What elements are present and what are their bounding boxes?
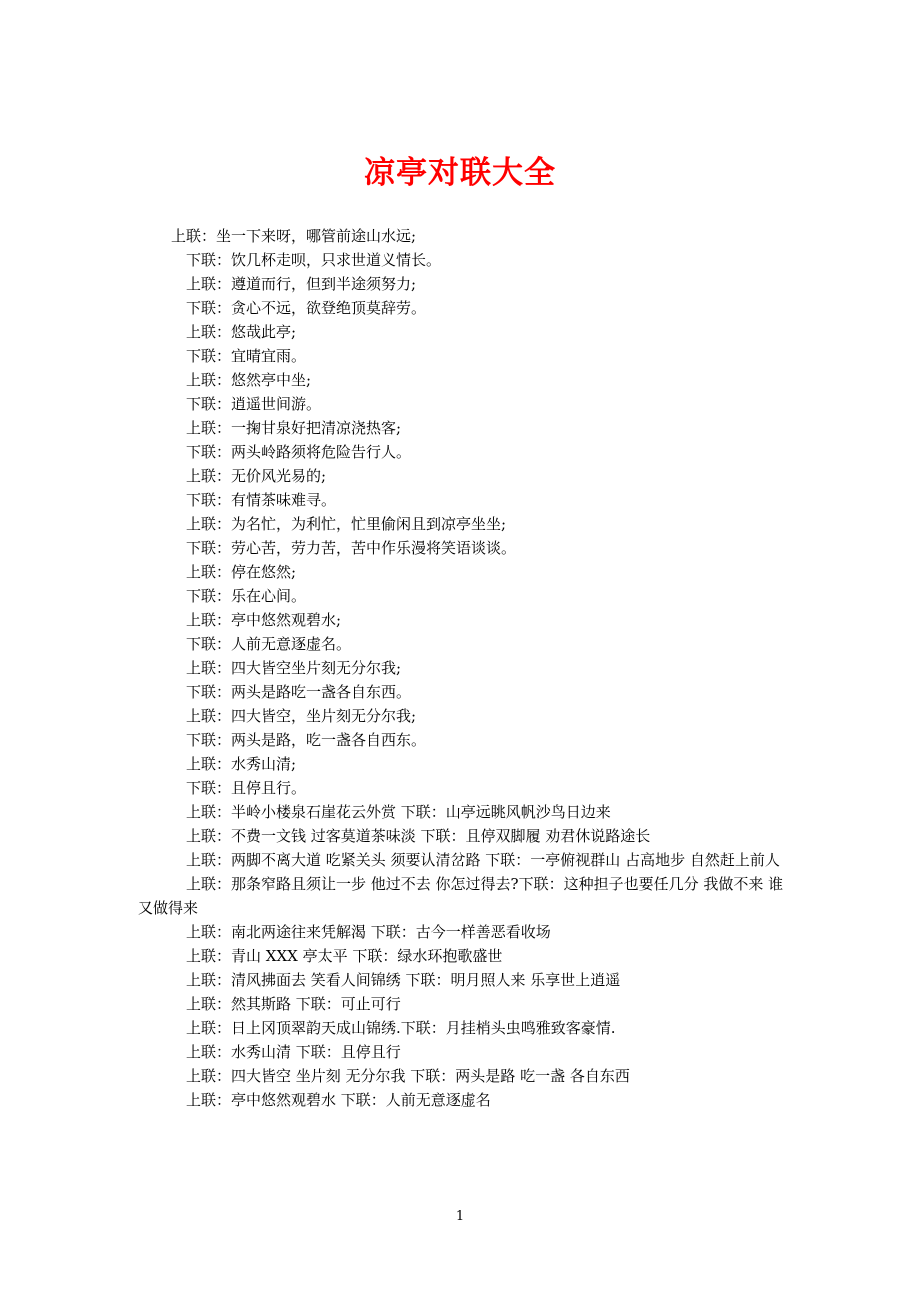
couplet-line: 下联：劳心苦，劳力苦，苦中作乐漫将笑语谈谈。 — [186, 539, 517, 557]
page-number: 1 — [455, 1209, 465, 1224]
couplet-line: 上联：那条窄路且须让一步 他过不去 你怎过得去?下联：这种担子也要任几分 我做不来 谁又做得来 — [138, 875, 784, 917]
couplet-line: 上联：为名忙，为利忙，忙里偷闲且到凉亭坐坐; — [186, 515, 507, 533]
couplet-list — [138, 224, 788, 1112]
couplet-line: 下联：两头是路，吃一盏各自西东。 — [186, 731, 427, 749]
couplet-line: 上联：亭中悠然观碧水 下联：人前无意逐虚名 — [186, 1091, 491, 1109]
couplet-line: 上联：亭中悠然观碧水; — [186, 611, 342, 629]
couplet-line: 下联：乐在心间。 — [186, 587, 307, 605]
couplet-line: 上联：四大皆空坐片刻无分尔我; — [186, 659, 402, 677]
couplet-line: 下联：饮几杯走呗，只求世道义情长。 — [186, 251, 442, 269]
couplet-line: 上联：悠然亭中坐; — [186, 371, 312, 389]
couplet-line: 上联：然其斯路 下联：可止可行 — [186, 995, 401, 1013]
couplet-line: 下联：两头岭路须将危险告行人。 — [186, 443, 412, 461]
couplet-line: 下联：宜晴宜雨。 — [186, 347, 307, 365]
couplet-line: 上联：青山 XXX 亭太平 下联：绿水环抱歌盛世 — [186, 947, 503, 965]
couplet-line: 下联：且停且行。 — [186, 779, 307, 797]
couplet-line: 下联：两头是路吃一盏各自东西。 — [186, 683, 412, 701]
couplet-line: 下联：逍遥世间游。 — [186, 395, 322, 413]
couplet-line: 上联：半岭小楼泉石崖花云外赏 下联：山亭远眺风帆沙鸟日边来 — [186, 803, 611, 821]
couplet-line: 上联：停在悠然; — [186, 563, 297, 581]
couplet-line: 下联：有情茶味难寻。 — [186, 491, 337, 509]
couplet-line: 上联：无价风光易的; — [186, 467, 327, 485]
couplet-line: 上联：悠哉此亭; — [186, 323, 297, 341]
couplet-line: 上联：南北两途往来凭解渴 下联：古今一样善恶看收场 — [186, 923, 551, 941]
couplet-line: 上联：日上冈顶翠韵天成山锦绣.下联：月挂梢头虫鸣雅致客豪情. — [186, 1019, 616, 1037]
couplet-line: 上联：清风拂面去 笑看人间锦绣 下联：明月照人来 乐享世上逍遥 — [186, 971, 621, 989]
couplet-line: 上联：四大皆空，坐片刻无分尔我; — [186, 707, 417, 725]
couplet-line: 下联：人前无意逐虚名。 — [186, 635, 352, 653]
couplet-line: 上联：一掬甘泉好把清凉浇热客; — [186, 419, 402, 437]
couplet-line: 上联：水秀山清; — [186, 755, 297, 773]
couplet-line: 上联：坐一下来呀，哪管前途山水远; — [171, 227, 417, 245]
couplet-line: 下联：贪心不远，欲登绝顶莫辞劳。 — [186, 299, 427, 317]
couplet-line: 上联：四大皆空 坐片刻 无分尔我 下联：两头是路 吃一盏 各自东西 — [186, 1067, 630, 1085]
couplet-line: 上联：不费一文钱 过客莫道茶味淡 下联：且停双脚履 劝君休说路途长 — [186, 827, 651, 845]
couplet-line: 上联：两脚不离大道 吃紧关头 须要认清岔路 下联：一亭俯视群山 占高地步 自然赶上前人 — [186, 851, 780, 869]
couplet-line: 上联：遵道而行，但到半途须努力; — [186, 275, 417, 293]
document-title: 凉亭对联大全 — [364, 154, 556, 191]
couplet-line: 上联：水秀山清 下联：且停且行 — [186, 1043, 401, 1061]
